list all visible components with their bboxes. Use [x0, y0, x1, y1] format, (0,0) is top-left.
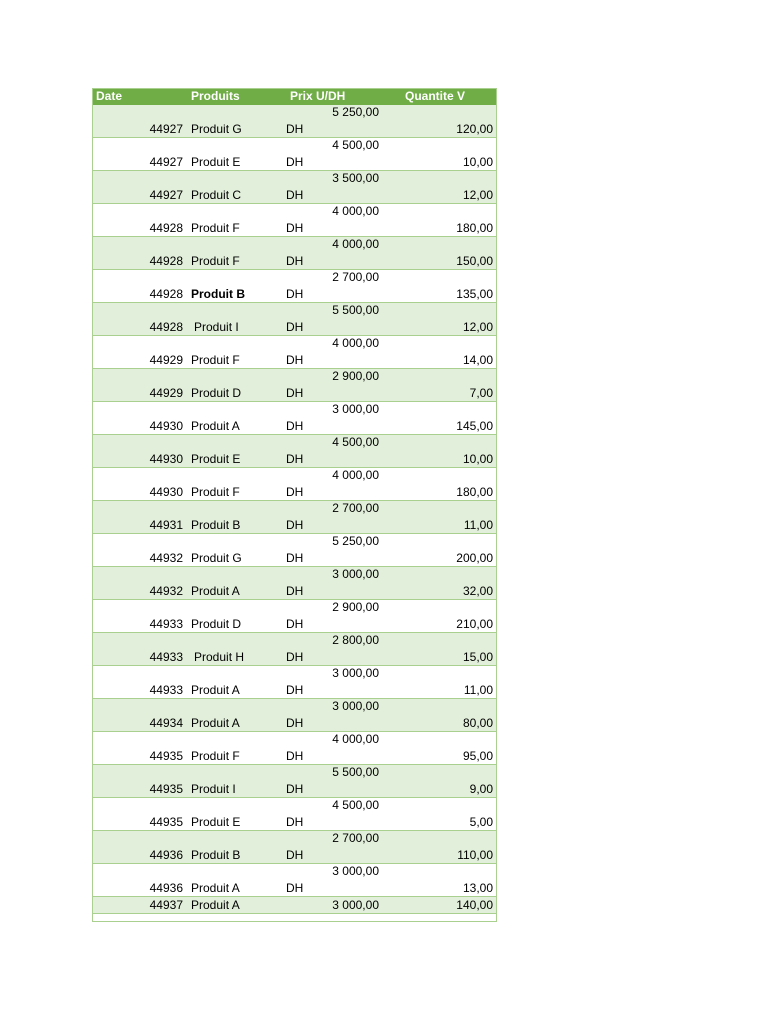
cell-date[interactable]: 44929 [149, 386, 183, 400]
table-row[interactable] [92, 402, 497, 435]
cell-quantite[interactable]: 11,00 [463, 683, 493, 697]
cell-produit[interactable]: Produit A [191, 584, 240, 598]
cell-unit[interactable]: DH [286, 188, 304, 202]
cell-date[interactable]: 44932 [149, 584, 183, 598]
header-date[interactable]: Date [96, 89, 123, 103]
cell-produit[interactable]: Produit F [191, 749, 240, 763]
table-row[interactable] [92, 600, 497, 633]
table-header-row [92, 88, 497, 105]
cell-unit[interactable]: DH [286, 683, 304, 697]
cell-prix[interactable]: 2 700,00 [332, 270, 379, 284]
cell-prix[interactable]: 3 000,00 [332, 402, 379, 416]
cell-unit[interactable]: DH [286, 749, 304, 763]
cell-produit[interactable]: Produit E [191, 155, 241, 169]
header-produits[interactable]: Produits [191, 89, 240, 103]
cell-produit[interactable]: Produit I [191, 782, 236, 796]
cell-unit[interactable]: DH [286, 221, 304, 235]
cell-date[interactable]: 44932 [149, 551, 183, 565]
table-row[interactable] [92, 765, 497, 798]
table-row[interactable] [92, 699, 497, 732]
table-row[interactable] [92, 303, 497, 336]
cell-prix[interactable]: 4 000,00 [332, 468, 379, 482]
cell-produit[interactable]: Produit A [191, 419, 240, 433]
table-row[interactable] [92, 435, 497, 468]
cell-prix[interactable]: 4 500,00 [332, 435, 379, 449]
cell-quantite[interactable]: 210,00 [456, 617, 493, 631]
cell-prix[interactable]: 3 000,00 [332, 898, 379, 912]
table-row[interactable] [92, 237, 497, 270]
table-row[interactable] [92, 534, 497, 567]
cell-date[interactable]: 44933 [149, 617, 183, 631]
cell-prix[interactable]: 3 500,00 [332, 171, 379, 185]
cell-quantite[interactable]: 12,00 [462, 188, 493, 202]
cell-date[interactable]: 44927 [149, 122, 183, 136]
cell-quantite[interactable]: 95,00 [462, 749, 493, 763]
header-prix[interactable]: Prix U/DH [290, 89, 346, 103]
cell-date[interactable]: 44931 [149, 518, 183, 532]
cell-produit[interactable]: Produit E [191, 815, 241, 829]
table-row[interactable] [92, 204, 497, 237]
cell-produit[interactable]: Produit A [191, 898, 240, 912]
cell-date[interactable]: 44935 [149, 782, 183, 796]
cell-quantite[interactable]: 7,00 [469, 386, 493, 400]
cell-prix[interactable]: 2 900,00 [332, 600, 379, 614]
cell-prix[interactable]: 5 500,00 [332, 303, 379, 317]
cell-prix[interactable]: 5 500,00 [332, 765, 379, 779]
table-row[interactable] [92, 864, 497, 897]
cell-quantite[interactable]: 110,00 [457, 848, 493, 862]
cell-date[interactable]: 44930 [149, 485, 183, 499]
cell-unit[interactable]: DH [286, 320, 304, 334]
cell-date[interactable]: 44935 [149, 749, 183, 763]
cell-quantite[interactable]: 15,00 [462, 650, 493, 664]
cell-prix[interactable]: 4 500,00 [332, 798, 379, 812]
table-row[interactable] [92, 270, 497, 303]
cell-prix[interactable]: 4 000,00 [332, 336, 379, 350]
cell-unit[interactable]: DH [286, 617, 304, 631]
cell-prix[interactable]: 2 800,00 [332, 633, 379, 647]
cell-quantite[interactable]: 150,00 [456, 254, 493, 268]
cell-quantite[interactable]: 11,00 [463, 518, 493, 532]
cell-quantite[interactable]: 10,00 [462, 155, 493, 169]
cell-produit[interactable]: Produit C [191, 188, 242, 202]
cell-unit[interactable]: DH [286, 584, 304, 598]
cell-unit[interactable]: DH [286, 155, 304, 169]
cell-unit[interactable]: DH [286, 848, 304, 862]
cell-prix[interactable]: 3 000,00 [332, 699, 379, 713]
cell-date[interactable]: 44936 [149, 848, 183, 862]
cell-prix[interactable]: 3 000,00 [332, 666, 379, 680]
cell-date[interactable]: 44935 [149, 815, 183, 829]
table-row[interactable] [92, 567, 497, 600]
cell-prix[interactable]: 3 000,00 [332, 567, 379, 581]
cell-quantite[interactable]: 120,00 [456, 122, 493, 136]
cell-produit[interactable]: Produit I [194, 320, 239, 334]
cell-unit[interactable]: DH [286, 122, 304, 136]
cell-unit[interactable]: DH [286, 287, 304, 301]
cell-quantite[interactable]: 135,00 [456, 287, 493, 301]
cell-produit[interactable]: Produit F [191, 485, 240, 499]
cell-quantite[interactable]: 80,00 [462, 716, 493, 730]
cell-produit[interactable]: Produit B [191, 518, 241, 532]
cell-produit[interactable]: Produit F [191, 221, 240, 235]
table-row[interactable] [92, 369, 497, 402]
cell-prix[interactable]: 5 250,00 [332, 105, 379, 119]
cell-produit[interactable]: Produit F [191, 254, 240, 268]
cell-quantite[interactable]: 9,00 [469, 782, 493, 796]
cell-date[interactable]: 44930 [149, 452, 183, 466]
header-quantite[interactable]: Quantite V [405, 89, 466, 103]
table-row[interactable] [92, 732, 497, 765]
cell-prix[interactable]: 2 700,00 [332, 831, 379, 845]
cell-date[interactable]: 44930 [149, 419, 183, 433]
table-row[interactable] [92, 633, 497, 666]
cell-produit[interactable]: Produit B [191, 287, 245, 301]
cell-quantite[interactable]: 10,00 [462, 452, 493, 466]
cell-unit[interactable]: DH [286, 650, 304, 664]
table-row[interactable] [92, 798, 497, 831]
cell-prix[interactable]: 2 700,00 [332, 501, 379, 515]
cell-date[interactable]: 44936 [149, 881, 183, 895]
cell-prix[interactable]: 3 000,00 [332, 864, 379, 878]
cell-produit[interactable]: Produit D [191, 386, 242, 400]
cell-quantite[interactable]: 5,00 [469, 815, 493, 829]
cell-prix[interactable]: 5 250,00 [332, 534, 379, 548]
cell-quantite[interactable]: 140,00 [456, 898, 493, 912]
cell-quantite[interactable]: 13,00 [462, 881, 493, 895]
sales-table [92, 88, 497, 914]
table-row[interactable] [92, 138, 497, 171]
cell-unit[interactable]: DH [286, 386, 304, 400]
cell-date[interactable]: 44929 [149, 353, 183, 367]
cell-unit[interactable]: DH [286, 815, 304, 829]
cell-produit[interactable]: Produit E [191, 452, 241, 466]
cell-produit[interactable]: Produit D [191, 617, 242, 631]
cell-unit[interactable]: DH [286, 881, 304, 895]
cell-unit[interactable]: DH [286, 419, 304, 433]
cell-unit[interactable]: DH [286, 452, 304, 466]
cell-unit[interactable]: DH [286, 254, 304, 268]
cell-quantite[interactable]: 32,00 [462, 584, 493, 598]
table-row[interactable] [92, 468, 497, 501]
table-row[interactable] [92, 336, 497, 369]
cell-produit[interactable]: Produit A [191, 716, 240, 730]
cell-unit[interactable]: DH [286, 518, 304, 532]
cell-produit[interactable]: Produit B [191, 848, 241, 862]
cell-unit[interactable]: DH [286, 782, 304, 796]
cell-quantite[interactable]: 180,00 [456, 485, 493, 499]
table-row[interactable] [92, 501, 497, 534]
cell-prix[interactable]: 4 000,00 [332, 204, 379, 218]
cell-quantite[interactable]: 12,00 [462, 320, 493, 334]
cell-date[interactable]: 44933 [149, 650, 183, 664]
cell-prix[interactable]: 4 000,00 [332, 237, 379, 251]
table-row[interactable] [92, 171, 497, 204]
table-row[interactable] [92, 105, 497, 138]
cell-unit[interactable]: DH [286, 551, 304, 565]
cell-produit[interactable]: Produit G [191, 122, 242, 136]
cell-quantite[interactable]: 180,00 [456, 221, 493, 235]
table-row[interactable] [92, 666, 497, 699]
cell-quantite[interactable]: 145,00 [456, 419, 493, 433]
cell-quantite[interactable]: 14,00 [462, 353, 493, 367]
cell-unit[interactable]: DH [286, 353, 304, 367]
cell-produit[interactable]: Produit A [191, 881, 240, 895]
cell-date[interactable]: 44928 [149, 254, 183, 268]
cell-unit[interactable]: DH [286, 485, 304, 499]
cell-prix[interactable]: 4 500,00 [332, 138, 379, 152]
cell-date[interactable]: 44927 [149, 155, 183, 169]
table-row[interactable] [92, 897, 497, 914]
cell-date[interactable]: 44928 [149, 287, 183, 301]
cell-unit[interactable]: DH [286, 716, 304, 730]
cell-date[interactable]: 44933 [149, 683, 183, 697]
cell-produit[interactable]: Produit A [191, 683, 240, 697]
cell-produit[interactable]: Produit G [191, 551, 242, 565]
table-row[interactable] [92, 831, 497, 864]
cell-date[interactable]: 44934 [149, 716, 183, 730]
cell-prix[interactable]: 2 900,00 [332, 369, 379, 383]
cell-prix[interactable]: 4 000,00 [332, 732, 379, 746]
cell-produit[interactable]: Produit F [191, 353, 240, 367]
cell-date[interactable]: 44928 [149, 320, 183, 334]
cell-date[interactable]: 44928 [149, 221, 183, 235]
cell-date[interactable]: 44937 [149, 898, 183, 912]
table-body [92, 105, 497, 914]
cell-produit[interactable]: Produit H [194, 650, 245, 664]
cell-date[interactable]: 44927 [149, 188, 183, 202]
cell-quantite[interactable]: 200,00 [456, 551, 493, 565]
